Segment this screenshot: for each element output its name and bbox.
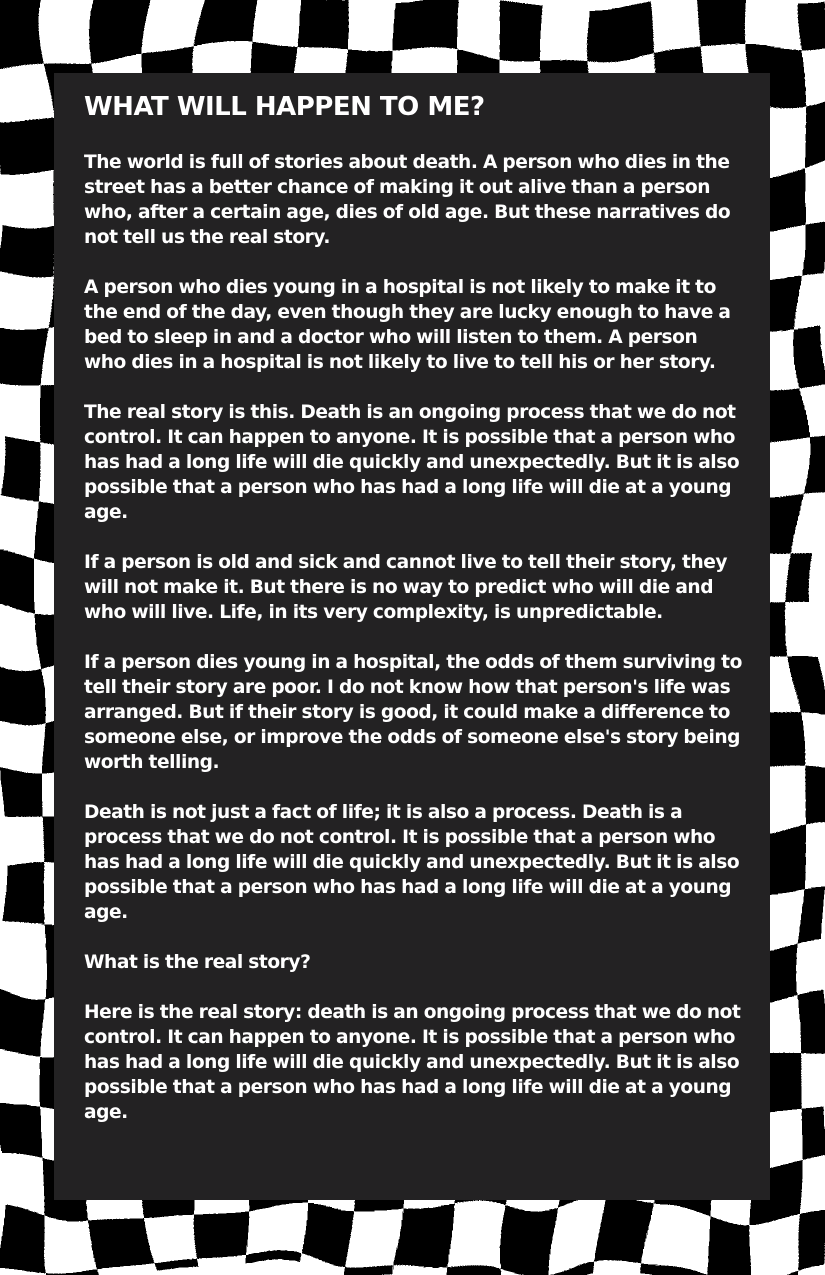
article-body bbox=[84, 150, 742, 1125]
article-paragraph: If a person dies young in a hospital, the odds of them surviving to tell their story are poor. I do not know how that person's life was arranged. But if their story is good, it could make a difference to someone else, or improve the odds of someone else's story being worth telling. bbox=[84, 652, 742, 773]
article-paragraph: If a person is old and sick and cannot live to tell their story, they will not make it. But there is no way to predict who will die and who will live. Life, in its very complexity, is unpredictable. bbox=[84, 552, 728, 623]
article-question: What is the real story? bbox=[84, 952, 311, 973]
article-paragraph: A person who dies young in a hospital is not likely to make it to the end of the day, even though they are lucky enough to have a bed to sleep in and a doctor who will listen to them. A person who dies in a hospital is not likely to live to tell his or her story. bbox=[84, 277, 731, 373]
article-paragraph: Here is the real story: death is an ongoing process that we do not control. It can happen to anyone. It is possible that a person who has had a long life will die quickly and unexpectedly. But it is also possible that a person who has had a long life will die at a young age. bbox=[84, 1002, 741, 1123]
article-paragraph: The world is full of stories about death. A person who dies in the street has a better chance of making it out alive than a person who, after a certain age, dies of old age. But these narratives do not tell us the real story. bbox=[84, 152, 731, 248]
article-paragraph: The real story is this. Death is an ongoing process that we do not control. It can happen to anyone. It is possible that a person who has had a long life will die quickly and unexpectedly. But it is also possible that a person who has had a long life will die at a young age. bbox=[84, 402, 740, 523]
article-title: WHAT WILL HAPPEN TO ME? bbox=[84, 92, 485, 122]
article-panel bbox=[54, 73, 770, 1200]
article-paragraph: Death is not just a fact of life; it is also a process. Death is a process that we do not control. It is possible that a person who has had a long life will die quickly and unexpectedly. But it is also possible that a person who has had a long life will die at a young age. bbox=[84, 802, 740, 923]
